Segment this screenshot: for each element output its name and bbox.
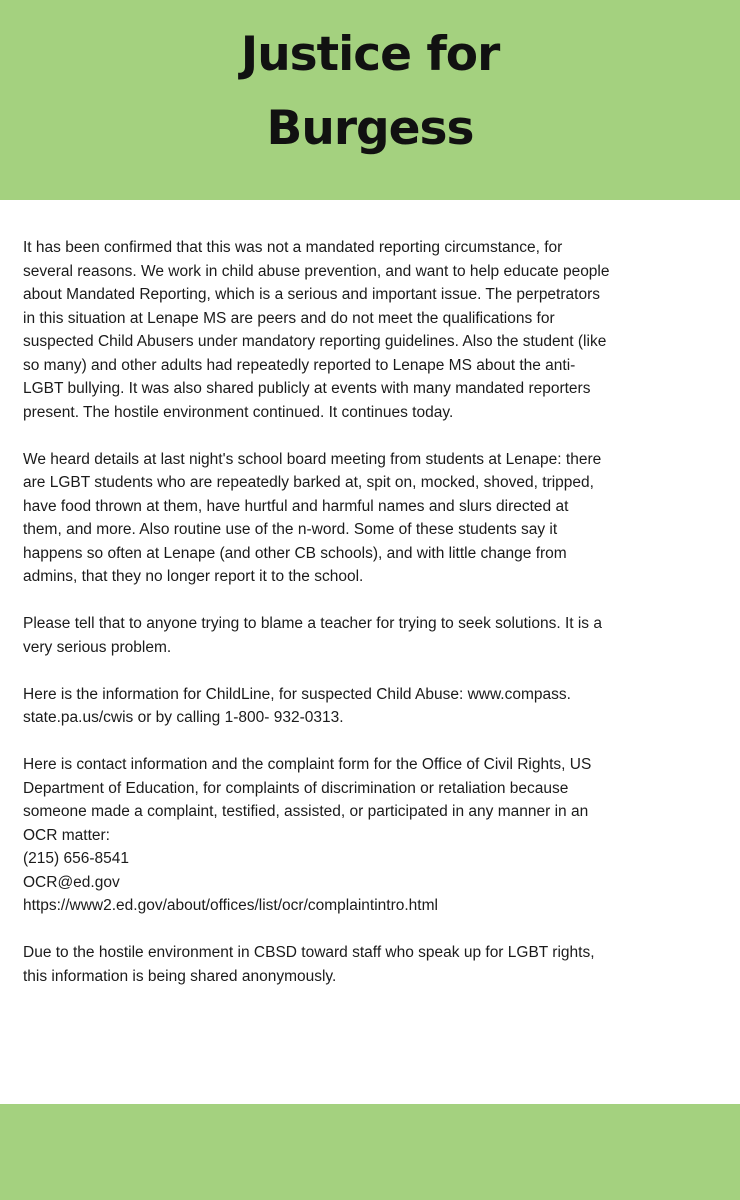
header-band — [0, 0, 740, 200]
text-line: have food thrown at them, have hurtful and harmful names and slurs directed at — [23, 497, 569, 515]
paragraph-school-board-details — [23, 448, 723, 589]
text-line: It has been confirmed that this was not a mandated reporting circumstance, for — [23, 239, 563, 256]
paragraph-ocr-contact — [23, 753, 723, 918]
text-line: state.pa.us/cwis or by calling 1-800- 932-0313. — [23, 709, 344, 726]
text-line: in this situation at Lenape MS are peers and do not meet the qualifications for — [23, 309, 555, 327]
text-line: happens so often at Lenape (and other CB schools), and with little change from — [23, 544, 567, 562]
text-line: OCR matter: — [23, 826, 110, 844]
text-line: are LGBT students who are repeatedly barked at, spit on, mocked, shoved, tripped, — [23, 474, 594, 491]
text-line: present. The hostile environment continued. It continues today. — [23, 403, 454, 421]
text-line: Here is contact information and the complaint form for the Office of Civil Rights, US — [23, 756, 592, 773]
text-line: someone made a complaint, testified, assisted, or participated in any manner in an — [23, 803, 589, 820]
text-line: Here is the information for ChildLine, for suspected Child Abuse: www.compass. — [23, 685, 571, 703]
title-line-2: Burgess — [266, 101, 474, 156]
text-line: this information is being shared anonymously. — [23, 967, 337, 985]
paragraph-childline-info — [23, 683, 723, 730]
ocr-phone: (215) 656-8541 — [23, 850, 129, 867]
text-line: them, and more. Also routine use of the n-word. Some of these students say it — [23, 521, 558, 538]
title-line-1: Justice for — [240, 27, 500, 82]
text-line: suspected Child Abusers under mandatory reporting guidelines. Also the student (like — [23, 333, 607, 350]
text-line: so many) and other adults had repeatedly reported to Lenape MS about the anti- — [23, 356, 576, 374]
ocr-complaint-url: https://www2.ed.gov/about/offices/list/ocr/complaintintro.html — [23, 897, 438, 914]
text-line: Please tell that to anyone trying to blame a teacher for trying to seek solutions. It is a — [23, 615, 602, 632]
body-text — [23, 236, 723, 988]
paragraph-anonymous-note — [23, 941, 723, 988]
footer-band — [0, 1104, 740, 1200]
paragraph-serious-problem — [23, 612, 723, 659]
text-line: several reasons. We work in child abuse prevention, and want to help educate people — [23, 262, 610, 280]
text-line: LGBT bullying. It was also shared publicly at events with many mandated reporters — [23, 380, 591, 397]
text-line: Department of Education, for complaints of discrimination or retaliation because — [23, 779, 569, 797]
ocr-email: OCR@ed.gov — [23, 873, 120, 891]
text-line: very serious problem. — [23, 638, 172, 656]
text-line: We heard details at last night's school board meeting from students at Lenape: there — [23, 450, 602, 468]
page-title — [0, 18, 740, 166]
text-line: admins, that they no longer report it to the school. — [23, 568, 364, 585]
text-line: Due to the hostile environment in CBSD toward staff who speak up for LGBT rights, — [23, 944, 595, 961]
paragraph-mandated-reporting — [23, 236, 723, 424]
text-line: about Mandated Reporting, which is a serious and important issue. The perpetrators — [23, 286, 600, 303]
content-panel — [0, 200, 740, 1104]
